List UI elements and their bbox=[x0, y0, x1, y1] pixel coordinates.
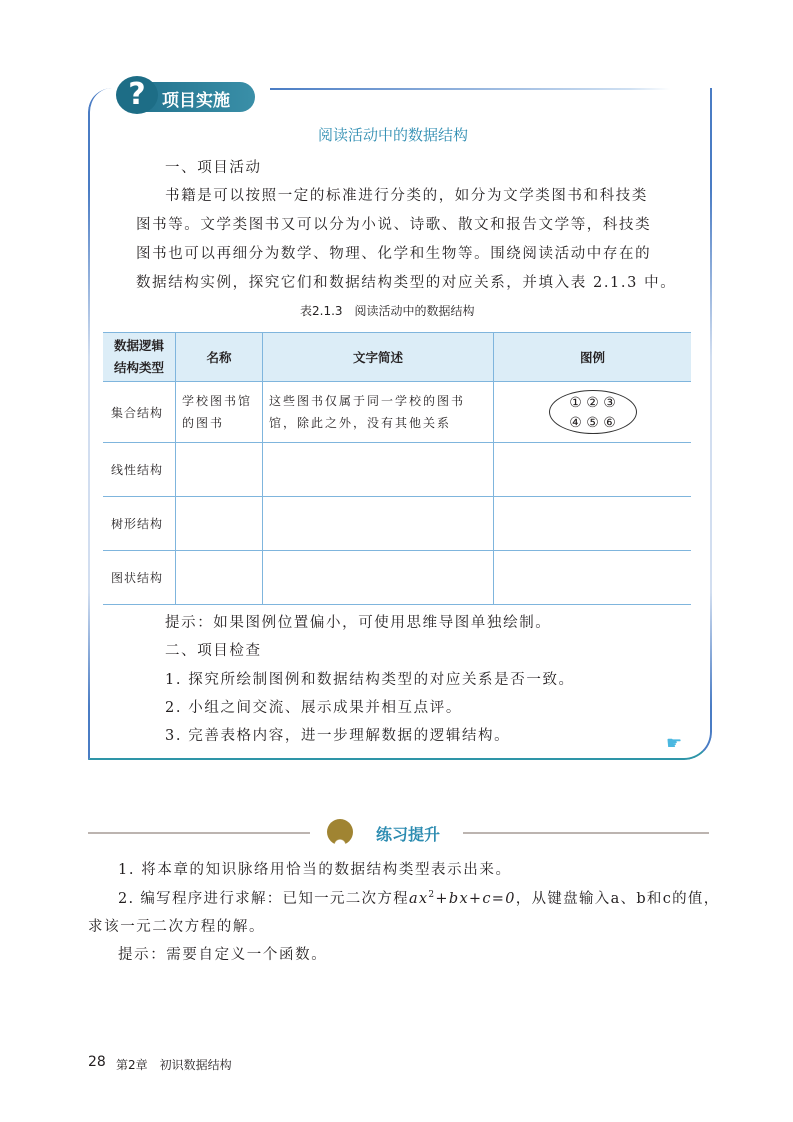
row-legend[interactable] bbox=[494, 497, 692, 551]
paragraph-line: 数据结构实例，探究它们和数据结构类型的对应关系，并填入表 2.1.3 中。 bbox=[136, 275, 677, 291]
row-desc[interactable] bbox=[263, 497, 494, 551]
practice-question: 1. 将本章的知识脉络用恰当的数据结构类型表示出来。 bbox=[118, 862, 512, 878]
chapter-title: 第2章 初识数据结构 bbox=[116, 1058, 232, 1072]
table-row bbox=[103, 382, 691, 443]
table-header-row bbox=[103, 333, 691, 382]
practice-question: 2. 编写程序进行求解：已知一元二次方程$ax^2+bx+c=0$，从键盘输入a、b和c的值， bbox=[118, 890, 720, 907]
paragraph-line: 图书也可以再细分为数学、物理、化学和生物等。围绕阅读活动中存在的 bbox=[136, 246, 652, 262]
table-row bbox=[103, 497, 691, 551]
table-row bbox=[103, 551, 691, 605]
header-type: 数据逻辑结构类型 bbox=[103, 333, 176, 382]
row-name[interactable] bbox=[176, 443, 263, 497]
paragraph-line: 图书等。文学类图书又可以分为小说、诗歌、散文和报告文学等，科技类 bbox=[136, 217, 652, 233]
page-number: 28 bbox=[88, 1054, 106, 1070]
set-diagram-oval: ① ② ③ ④ ⑤ ⑥ bbox=[549, 390, 637, 434]
divider-left bbox=[88, 832, 310, 834]
row-type: 树形结构 bbox=[103, 497, 176, 551]
row-legend bbox=[494, 382, 692, 443]
table-row bbox=[103, 443, 691, 497]
practice-hint: 提示：需要自定义一个函数。 bbox=[118, 947, 328, 963]
check-item: 3. 完善表格内容，进一步理解数据的逻辑结构。 bbox=[165, 728, 511, 744]
check-item: 2. 小组之间交流、展示成果并相互点评。 bbox=[165, 700, 462, 716]
section-top-line bbox=[270, 88, 670, 90]
paragraph-line: 书籍是可以按照一定的标准进行分类的，如分为文学类图书和科技类 bbox=[165, 188, 648, 204]
row-type: 图状结构 bbox=[103, 551, 176, 605]
row-desc[interactable] bbox=[263, 551, 494, 605]
part1-heading: 一、项目活动 bbox=[165, 160, 262, 176]
header-legend: 图例 bbox=[494, 333, 692, 382]
row-type: 线性结构 bbox=[103, 443, 176, 497]
check-item: 1. 探究所绘制图例和数据结构类型的对应关系是否一致。 bbox=[165, 672, 575, 688]
activity-title: 阅读活动中的数据结构 bbox=[318, 126, 469, 144]
row-legend[interactable] bbox=[494, 551, 692, 605]
row-name[interactable] bbox=[176, 551, 263, 605]
pointing-hand-icon: ☛ bbox=[666, 733, 683, 754]
row-name[interactable] bbox=[176, 497, 263, 551]
header-name: 名称 bbox=[176, 333, 263, 382]
part2-heading: 二、项目检查 bbox=[165, 643, 262, 659]
practice-title: 练习提升 bbox=[376, 825, 441, 844]
table-caption: 表2.1.3 阅读活动中的数据结构 bbox=[300, 304, 475, 318]
hint-text: 提示：如果图例位置偏小，可使用思维导图单独绘制。 bbox=[165, 615, 552, 631]
practice-emblem-icon bbox=[327, 819, 353, 845]
section-badge-label: 项目实施 bbox=[162, 91, 230, 111]
practice-question-cont: 求该一元二次方程的解。 bbox=[88, 919, 266, 935]
row-type: 集合结构 bbox=[103, 382, 176, 443]
row-desc: 这些图书仅属于同一学校的图书馆，除此之外，没有其他关系 bbox=[263, 382, 494, 443]
header-desc: 文字简述 bbox=[263, 333, 494, 382]
data-structure-table bbox=[103, 332, 691, 605]
row-legend[interactable] bbox=[494, 443, 692, 497]
divider-right bbox=[463, 832, 709, 834]
row-desc[interactable] bbox=[263, 443, 494, 497]
question-mark-icon: ? bbox=[116, 76, 158, 114]
row-name: 学校图书馆的图书 bbox=[176, 382, 263, 443]
